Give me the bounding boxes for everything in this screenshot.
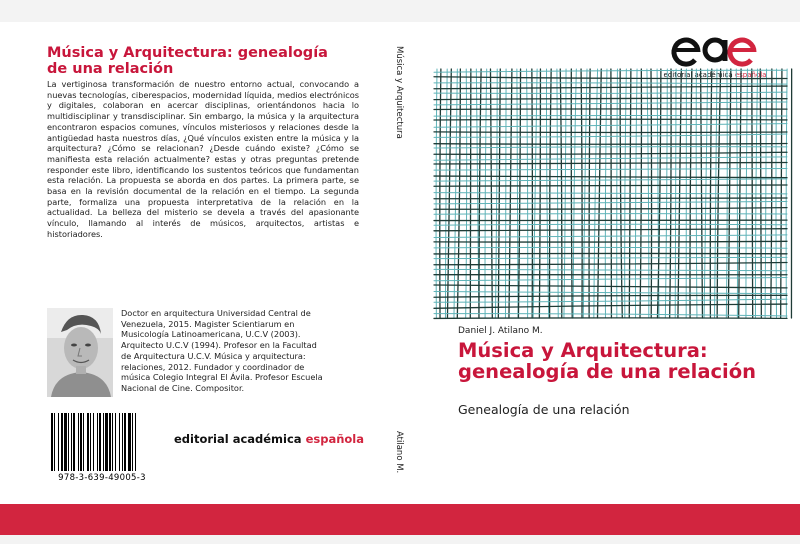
back-publisher-accent: española [305, 432, 365, 446]
grid-artwork [434, 69, 787, 318]
front-title: Música y Arquitectura: genealogía de una relación [458, 339, 757, 383]
back-cover-blurb: La vertiginosa transformación de nuestro entorno actual, convocando a nuevas tecnologías, ciberespacios, modernidad líquida, medios electrónicos y digitales, colaboran en acercar disciplinas, orientándonos hacia lo multidisciplinar y transdisciplinar. Sin embargo, la música y la arquitectura encontraron espacios comunes, vínculos misteriosos y relaciones desde la antigüedad hasta nuestros días, ¿Qué vínculos existen entre la música y la arquitectura? ¿Cómo se relacionan? ¿Desde cuándo existe? ¿Cómo se manifiesta esta relación actualmente? estas y otras preguntas pretende responder este libro, identificando los sustentos teóricos que fundamentan esta relación. La propuesta se aborda en dos partes. La primera parte, se basa en la revisión documental de la relación en el tiempo. La segunda parte, formaliza una propuesta interpretativa de la relación en la actualidad. La belleza del misterio se devela a través del apasionante vínculo, llamando al interés de músicos, arquitectos, artistas e historiadores. [47, 79, 359, 239]
front-subtitle: Genealogía de una relación [458, 402, 630, 417]
back-publisher-main: editorial académica [174, 432, 306, 446]
back-publisher-name [174, 432, 364, 446]
bottom-red-bar [0, 504, 800, 535]
spine-author: Atilano M. [394, 431, 404, 474]
barcode-icon [47, 413, 157, 473]
isbn-number: 978-3-639-49005-3 [58, 473, 146, 483]
book-cover [0, 22, 800, 504]
author-bio: Doctor en arquitectura Universidad Central de Venezuela, 2015. Magister Scientiarum en Musicología Latinoamericana, U.C.V (2003). Arquitecto U.C.V (1994). Profesor en la Facultad de Arquitectura U.C.V. Música y arquitectura: relaciones, 2012. Fundador y coordinador de música Colegio Integral El Ávila. Profesor Escuela Nacional de Cine. Compositor. [121, 308, 323, 393]
author-photo [47, 308, 113, 397]
spine-title: Música y Arquitectura [394, 46, 404, 139]
back-cover-title: Música y Arquitectura: genealogía de una relación [47, 45, 328, 77]
logo-caption-main: editorial académica [663, 71, 735, 79]
front-author: Daniel J. Atilano M. [458, 326, 543, 336]
logo-caption-accent: española [734, 71, 767, 79]
